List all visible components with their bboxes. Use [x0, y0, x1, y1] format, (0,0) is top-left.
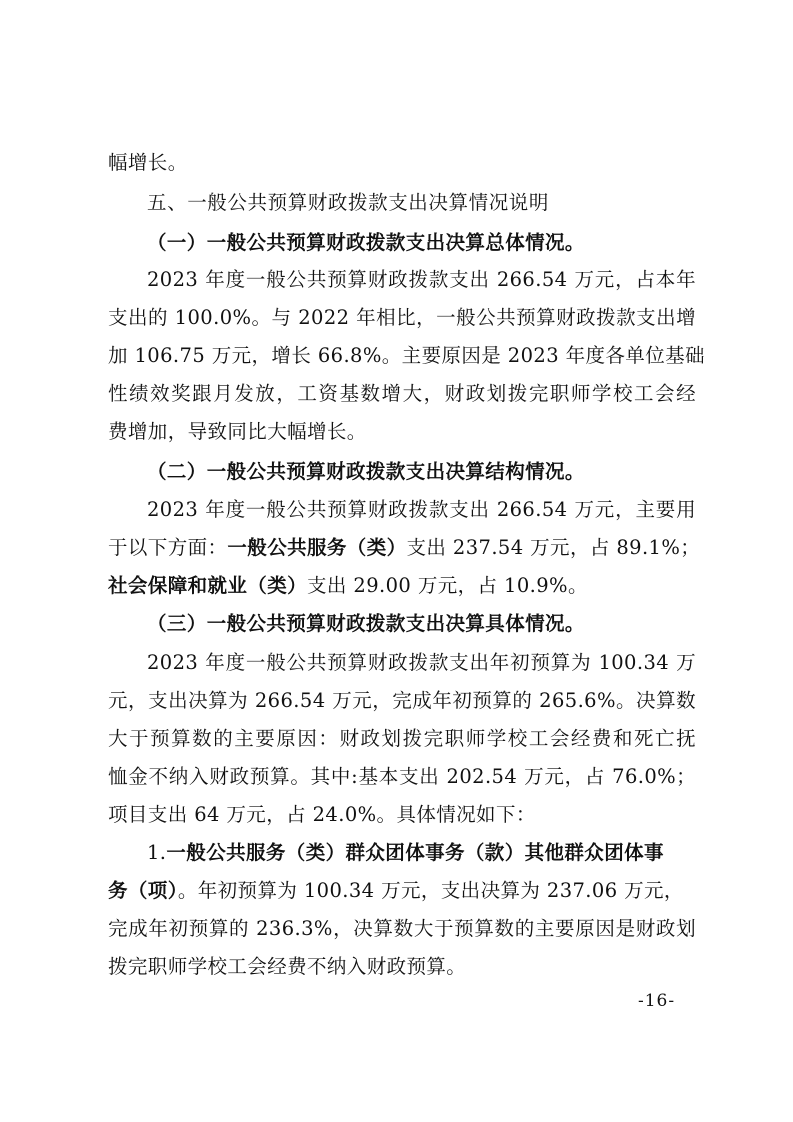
heading-text: 五、一般公共预算财政拨款支出决算情况说明 — [147, 191, 550, 214]
text-line — [108, 308, 696, 328]
section-heading — [147, 193, 735, 213]
heading-text: （三）一般公共预算财政拨款支出决算具体情况。 — [147, 612, 585, 635]
text-line — [108, 422, 696, 442]
text-line — [147, 270, 696, 290]
text-line — [147, 653, 696, 673]
text-line — [108, 881, 696, 901]
text-segment: 于以下方面： — [108, 536, 228, 559]
item-title: 务（项） — [108, 879, 178, 902]
heading-text: （一）一般公共预算财政拨款支出决算总体情况。 — [147, 231, 585, 254]
text-segment: 项目支出 64 万元，占 24.0%。具体情况如下： — [108, 803, 536, 826]
text-segment: 支出 29.00 万元，占 10.9%。 — [307, 574, 588, 597]
text-segment: 幅增长。 — [108, 151, 188, 174]
text-line — [108, 344, 705, 367]
text-line — [108, 384, 696, 404]
text-segment: 2023 年度一般公共预算财政拨款支出年初预算为 100.34 万 — [147, 651, 696, 674]
text-segment: 完成年初预算的 236.3%，决算数大于预算数的主要原因是财政划 — [108, 917, 696, 940]
text-line — [147, 843, 735, 863]
item-title: 一般公共服务（类）群众团体事务（款）其他群众团体事 — [166, 841, 664, 864]
text-segment: 支出的 100.0%。与 2022 年相比，一般公共预算财政拨款支出增 — [108, 306, 696, 329]
subsection-heading — [147, 614, 735, 634]
text-line — [108, 919, 696, 939]
text-line — [108, 536, 701, 559]
text-line — [108, 957, 696, 977]
text-line — [108, 729, 696, 749]
text-segment: 加 106.75 万元，增长 66.8%。主要原因是 2023 年度各单位基础 — [108, 344, 705, 367]
text-segment: 元，支出决算为 266.54 万元，完成年初预算的 265.6%。决算数 — [108, 689, 696, 712]
text-line — [108, 805, 696, 825]
list-number: 1. — [147, 841, 167, 864]
text-line — [147, 500, 696, 520]
text-segment: 费增加，导致同比大幅增长。 — [108, 420, 367, 443]
text-segment: 拨完职师学校工会经费不纳入财政预算。 — [108, 955, 467, 978]
text-segment: 性绩效奖跟月发放，工资基数增大，财政划拨完职师学校工会经 — [108, 382, 696, 405]
text-segment: 支出 237.54 万元，占 89.1%； — [406, 536, 701, 559]
text-segment: 大于预算数的主要原因：财政划拨完职师学校工会经费和死亡抚 — [108, 727, 696, 750]
text-segment: 2023 年度一般公共预算财政拨款支出 266.54 万元，主要用 — [147, 498, 696, 521]
text-line — [108, 691, 696, 711]
subsection-heading — [147, 462, 735, 482]
category-emphasis: 社会保障和就业（类） — [108, 574, 308, 597]
text-segment: 。年初预算为 100.34 万元，支出决算为 237.06 万元， — [177, 879, 684, 902]
category-emphasis: 一般公共服务（类） — [227, 536, 407, 559]
text-segment: 2023 年度一般公共预算财政拨款支出 266.54 万元，占本年 — [147, 268, 696, 291]
text-line — [108, 576, 696, 596]
text-line — [108, 153, 696, 173]
text-line — [108, 767, 696, 787]
page-number: -16- — [638, 991, 676, 1011]
subsection-heading — [147, 233, 735, 253]
heading-text: （二）一般公共预算财政拨款支出决算结构情况。 — [147, 460, 585, 483]
text-segment: 恤金不纳入财政预算。其中:基本支出 202.54 万元，占 76.0%； — [108, 765, 696, 788]
